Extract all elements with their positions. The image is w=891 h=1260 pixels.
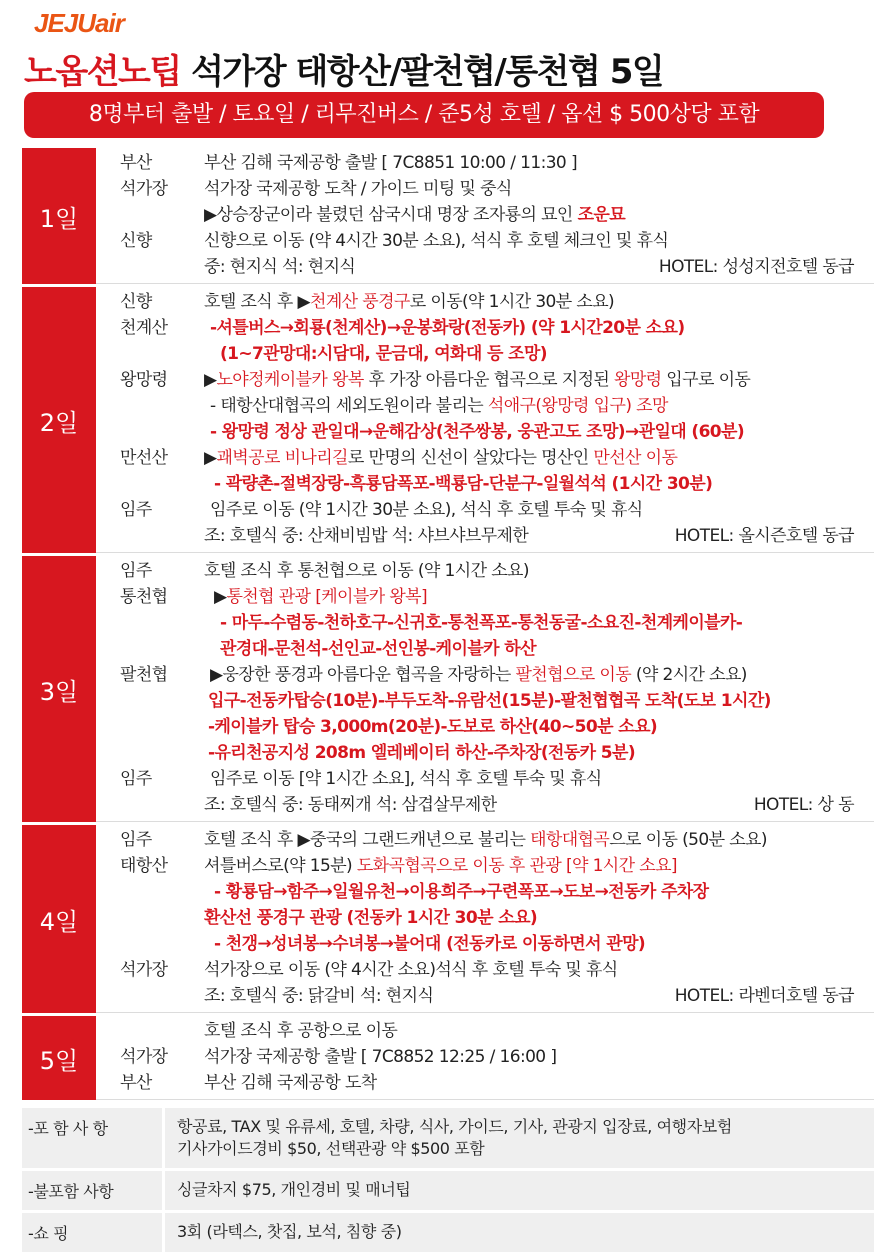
day-schedule (96, 556, 874, 822)
schedule-text (204, 1070, 377, 1096)
highlight-text: 노야정케이블카 왕복 (216, 370, 364, 390)
highlight-text: -셔틀버스→회룡(천계산)→운봉화랑(전동카) (약 1시간20분 소요) (210, 318, 685, 338)
schedule-text (204, 792, 497, 818)
schedule-text (204, 1018, 397, 1044)
highlight-text: 태항대협곡 (530, 830, 610, 850)
plain-text: 조: 호텔식 중: 산채비빔밥 석: 샤브샤브무제한 (204, 526, 529, 546)
schedule-text (204, 610, 742, 636)
schedule-line (96, 662, 874, 688)
schedule-text (204, 957, 618, 983)
schedule-line (96, 957, 874, 983)
jejuair-logo: JEJUair (34, 8, 124, 38)
hotel-info: HOTEL: 올시즌호텔 동급 (674, 526, 854, 546)
schedule-text (204, 636, 536, 662)
schedule-text (204, 393, 668, 419)
highlight-text: 팔천협으로 이동 (515, 665, 632, 685)
terms-label: -쇼 핑 (28, 1224, 69, 1243)
terms-line: 기사가이드경비 $50, 선택관광 약 $500 포함 (177, 1139, 485, 1158)
hotel-info: HOTEL: 라벤더호텔 동급 (674, 986, 854, 1006)
highlight-text: - 마두-수렴동-천하호구-신귀호-통천폭포-통천동굴-소요진-천계케이블카- (220, 613, 743, 633)
plain-text: (약 2시간 소요) (631, 665, 747, 685)
schedule-text (204, 558, 529, 584)
schedule-line (96, 688, 874, 714)
schedule-line (96, 445, 874, 471)
highlight-text: 환산선 풍경구 관광 (전동카 1시간 30분 소요) (204, 908, 538, 928)
plain-text: 로 이동(약 1시간 30분 소요) (409, 292, 615, 312)
terms-row (22, 1213, 874, 1255)
day-schedule (96, 1016, 874, 1100)
place-name: 신향 (120, 292, 152, 312)
schedule-line (96, 879, 874, 905)
plain-text: 부산 김해 국제공항 도착 (204, 1073, 377, 1093)
highlight-text: - 왕망령 정상 관일대→운해감상(천주쌍봉, 웅관고도 조망)→관일대 (60분) (210, 422, 745, 442)
plain-text: 호텔 조식 후 통천협으로 이동 (약 1시간 소요) (204, 561, 529, 581)
terms-line: 항공료, TAX 및 유류세, 호텔, 차량, 식사, 가이드, 기사, 관광지 입장료, 여행자보험 (177, 1117, 732, 1136)
schedule-text (204, 367, 750, 393)
schedule-text (204, 662, 747, 688)
highlight-text: 천계산 풍경구 (310, 292, 410, 312)
schedule-text (204, 714, 657, 740)
schedule-line (96, 636, 874, 662)
tour-summary-banner: 8명부터 출발 / 토요일 / 리무진버스 / 준5성 호텔 / 옵션 $ 500상당 포함 (24, 92, 824, 138)
plain-text: ▶상승장군이라 불렸던 삼국시대 명장 조자룡의 묘인 (204, 205, 578, 225)
title-main: 석가장 태항산/팔천협/통천협 5일 (180, 52, 664, 92)
schedule-line (96, 176, 874, 202)
schedule-line (96, 419, 874, 445)
day-label: 1일 (22, 148, 96, 284)
schedule-text (204, 827, 767, 853)
schedule-text (204, 289, 614, 315)
hotel-info: HOTEL: 성성지전호텔 동급 (658, 257, 854, 277)
plain-text: 호텔 조식 후 공항으로 이동 (204, 1021, 398, 1041)
highlight-text: 만선산 이동 (593, 448, 678, 468)
place-name: 부산 (120, 1073, 152, 1093)
terms-row (22, 1108, 874, 1171)
day-row (22, 556, 874, 825)
schedule-line (96, 931, 874, 957)
day-label: 2일 (22, 287, 96, 553)
highlight-text: 괘벽공로 비나리길 (216, 448, 348, 468)
hotel-info: HOTEL: 상 동 (753, 795, 854, 815)
schedule-text (204, 1044, 556, 1070)
schedule-text (204, 879, 709, 905)
plain-text: 로 만명의 신선이 살았다는 명산인 (347, 448, 594, 468)
highlight-text: - 천갱→성녀봉→수녀봉→불어대 (전동카로 이동하면서 관망) (214, 934, 646, 954)
highlight-text: 통천협 관광 [케이블카 왕복] (226, 587, 428, 607)
schedule-line (96, 254, 874, 280)
schedule-text (204, 497, 643, 523)
plain-text: 입구로 이동 (661, 370, 751, 390)
highlight-text: -케이블카 탑승 3,000m(20분)-도보로 하산(40~50분 소요) (208, 717, 658, 737)
schedule-text (204, 315, 685, 341)
place-name: 신향 (120, 231, 152, 251)
schedule-text (204, 254, 355, 280)
schedule-text (204, 176, 512, 202)
schedule-text (204, 931, 645, 957)
day-label: 5일 (22, 1016, 96, 1100)
schedule-line (96, 1018, 874, 1044)
schedule-line (96, 1070, 874, 1096)
day-label: 3일 (22, 556, 96, 822)
schedule-line (96, 558, 874, 584)
highlight-text: - 황룡담→함주→일월유천→이용희주→구련폭포→도보→전동카 주차장 (214, 882, 709, 902)
schedule-line (96, 740, 874, 766)
schedule-line (96, 1044, 874, 1070)
plain-text: 석가장으로 이동 (약 4시간 소요)석식 후 호텔 투숙 및 휴식 (204, 960, 618, 980)
plain-text: - 태항산대협곡의 세외도원이라 불리는 (210, 396, 488, 416)
place-name: 임주 (120, 769, 152, 789)
place-name: 팔천협 (120, 665, 168, 685)
place-name: 왕망령 (120, 370, 168, 390)
day-schedule (96, 148, 874, 284)
schedule-text (204, 228, 668, 254)
terms-value (162, 1171, 874, 1210)
schedule-text (204, 150, 577, 176)
terms-row (22, 1171, 874, 1213)
schedule-line (96, 766, 874, 792)
plain-text: ▶웅장한 풍경과 아름다운 협곡을 자랑하는 (210, 665, 516, 685)
plain-text: ▶ (204, 448, 217, 468)
place-name: 태항산 (120, 856, 168, 876)
schedule-text (204, 740, 635, 766)
day-schedule (96, 825, 874, 1013)
highlight-text: - 곽량촌-절벽장랑-흑룡담폭포-백룡담-단분구-일월석석 (1시간 30분) (214, 474, 713, 494)
place-name: 임주 (120, 830, 152, 850)
schedule-line (96, 315, 874, 341)
schedule-line (96, 228, 874, 254)
plain-text: ▶ (204, 370, 217, 390)
plain-text: 중: 현지식 석: 현지식 (204, 257, 356, 277)
schedule-text (204, 983, 433, 1009)
schedule-text (204, 419, 744, 445)
schedule-line (96, 471, 874, 497)
place-name: 석가장 (120, 1047, 168, 1067)
day-label: 4일 (22, 825, 96, 1013)
plain-text: 조: 호텔식 중: 닭갈비 석: 현지식 (204, 986, 434, 1006)
schedule-text (204, 445, 677, 471)
schedule-text (204, 471, 712, 497)
terms-label: -포 함 사 항 (28, 1119, 108, 1138)
plain-text: 조: 호텔식 중: 동태찌개 석: 삼겹살무제한 (204, 795, 497, 815)
schedule-text (204, 523, 528, 549)
day-row (22, 825, 874, 1016)
schedule-line (96, 610, 874, 636)
schedule-text (204, 688, 771, 714)
plain-text: 임주로 이동 (약 1시간 30분 소요), 석식 후 호텔 투숙 및 휴식 (210, 500, 643, 520)
highlight-text: 관경대-문천석-선인교-선인봉-케이블카 하산 (220, 639, 536, 659)
terms-line: 3회 (라텍스, 찻집, 보석, 침향 중) (177, 1222, 402, 1241)
plain-text: 임주로 이동 [약 1시간 소요], 석식 후 호텔 투숙 및 휴식 (210, 769, 602, 789)
schedule-line (96, 393, 874, 419)
place-name: 통천협 (120, 587, 168, 607)
highlight-text: 왕망령 (614, 370, 662, 390)
plain-text: 호텔 조식 후 ▶ (204, 292, 310, 312)
plain-text: 셔틀버스로(약 15분) (204, 856, 357, 876)
highlight-text: 도화곡협곡으로 이동 후 관광 [약 1시간 소요] (356, 856, 677, 876)
schedule-line (96, 714, 874, 740)
schedule-text (204, 853, 677, 879)
terms-line: 싱글차지 $75, 개인경비 및 매너팁 (177, 1180, 411, 1199)
itinerary-table (22, 148, 874, 1103)
schedule-text (204, 341, 547, 367)
schedule-line (96, 983, 874, 1009)
day-row (22, 1016, 874, 1103)
day-row (22, 287, 874, 556)
plain-text: 호텔 조식 후 ▶중국의 그랜드캐년으로 불리는 (204, 830, 531, 850)
schedule-line (96, 584, 874, 610)
place-name: 석가장 (120, 960, 168, 980)
schedule-line (96, 827, 874, 853)
place-name: 임주 (120, 500, 152, 520)
terms-value (162, 1108, 874, 1168)
schedule-text (204, 202, 625, 228)
schedule-line (96, 150, 874, 176)
schedule-line (96, 497, 874, 523)
plain-text: 후 가장 아름다운 협곡으로 지정된 (363, 370, 615, 390)
plain-text: ▶ (214, 587, 227, 607)
day-schedule (96, 287, 874, 553)
page-title (24, 44, 663, 93)
highlight-text: (1~7관망대:시담대, 문금대, 여화대 등 조망) (220, 344, 547, 364)
highlight-text: 석애구(왕망령 입구) 조망 (487, 396, 668, 416)
schedule-line (96, 341, 874, 367)
place-name: 천계산 (120, 318, 168, 338)
highlight-text: 조운묘 (577, 205, 626, 225)
plain-text: 석가장 국제공항 출발 [ 7C8852 12:25 / 16:00 ] (204, 1047, 557, 1067)
plain-text: 부산 김해 국제공항 출발 [ 7C8851 10:00 / 11:30 ] (204, 153, 577, 173)
place-name: 만선산 (120, 448, 168, 468)
place-name: 부산 (120, 153, 152, 173)
plain-text: 석가장 국제공항 도착 / 가이드 미팅 및 중식 (204, 179, 512, 199)
schedule-line (96, 289, 874, 315)
plain-text: 으로 이동 (50분 소요) (609, 830, 767, 850)
schedule-line (96, 853, 874, 879)
schedule-line (96, 905, 874, 931)
terms-value (162, 1213, 874, 1252)
day-row (22, 148, 874, 287)
highlight-text: 입구-전동카탑승(10분)-부두도착-유람선(15분)-팔천협협곡 도착(도보 1시간) (208, 691, 771, 711)
tour-terms-table (22, 1108, 874, 1255)
schedule-line (96, 202, 874, 228)
schedule-line (96, 523, 874, 549)
schedule-text (204, 766, 602, 792)
place-name: 석가장 (120, 179, 168, 199)
schedule-line (96, 792, 874, 818)
plain-text: 신향으로 이동 (약 4시간 30분 소요), 석식 후 호텔 체크인 및 휴식 (204, 231, 669, 251)
title-highlight: 노옵션노팁 (24, 52, 181, 92)
place-name: 임주 (120, 561, 152, 581)
terms-label: -불포함 사항 (28, 1182, 114, 1201)
schedule-line (96, 367, 874, 393)
schedule-text (204, 905, 537, 931)
schedule-text (204, 584, 427, 610)
highlight-text: -유리천공지성 208m 엘레베이터 하산-주차장(전동카 5분) (208, 743, 635, 763)
